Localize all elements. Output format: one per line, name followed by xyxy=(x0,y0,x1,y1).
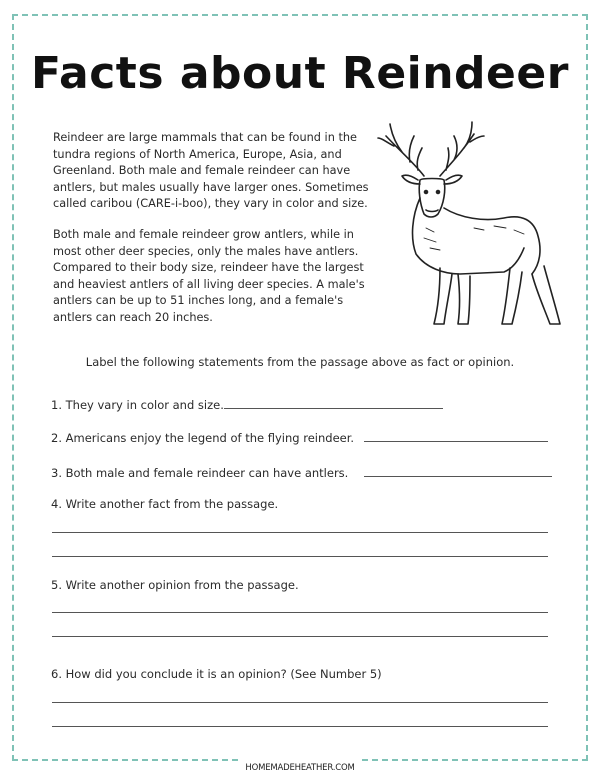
reindeer-illustration-icon xyxy=(374,118,564,332)
question-5: 5. Write another opinion from the passage. xyxy=(51,578,299,592)
answer-line-6b[interactable] xyxy=(52,726,548,727)
answer-line-4b[interactable] xyxy=(52,556,548,557)
answer-line-3[interactable] xyxy=(364,476,552,477)
question-2: 2. Americans enjoy the legend of the flying reindeer. xyxy=(51,431,355,445)
question-6: 6. How did you conclude it is an opinion? (See Number 5) xyxy=(51,667,382,681)
question-1: 1. They vary in color and size. xyxy=(51,398,224,412)
answer-line-4a[interactable] xyxy=(52,532,548,533)
footer-website: HOMEMADEHEATHER.COM xyxy=(245,763,355,773)
passage-paragraph-1: Reindeer are large mammals that can be found in the tundra regions of North America, Europe, Asia, and Greenland. Both male and female reindeer can have antlers, but males usually have larger ones. Sometimes called caribou (CARE-i-boo), they vary in color and size. xyxy=(53,131,369,211)
answer-line-1[interactable] xyxy=(224,408,443,409)
passage-paragraph-2: Both male and female reindeer grow antlers, while in most other deer species, only the males have antlers. Compared to their body size, reindeer have the largest and heaviest antlers of all living deer species. A male's antlers can be up to 51 inches long, and a female's antlers can reach 20 inches. xyxy=(53,228,365,324)
answer-line-5b[interactable] xyxy=(52,636,548,637)
question-3: 3. Both male and female reindeer can have antlers. xyxy=(51,466,349,480)
answer-line-6a[interactable] xyxy=(52,702,548,703)
instructions-text: Label the following statements from the passage above as fact or opinion. xyxy=(85,355,515,369)
question-4: 4. Write another fact from the passage. xyxy=(51,497,279,511)
answer-line-5a[interactable] xyxy=(52,612,548,613)
page-title: Facts about Reindeer xyxy=(31,48,569,99)
answer-line-2[interactable] xyxy=(364,441,548,442)
